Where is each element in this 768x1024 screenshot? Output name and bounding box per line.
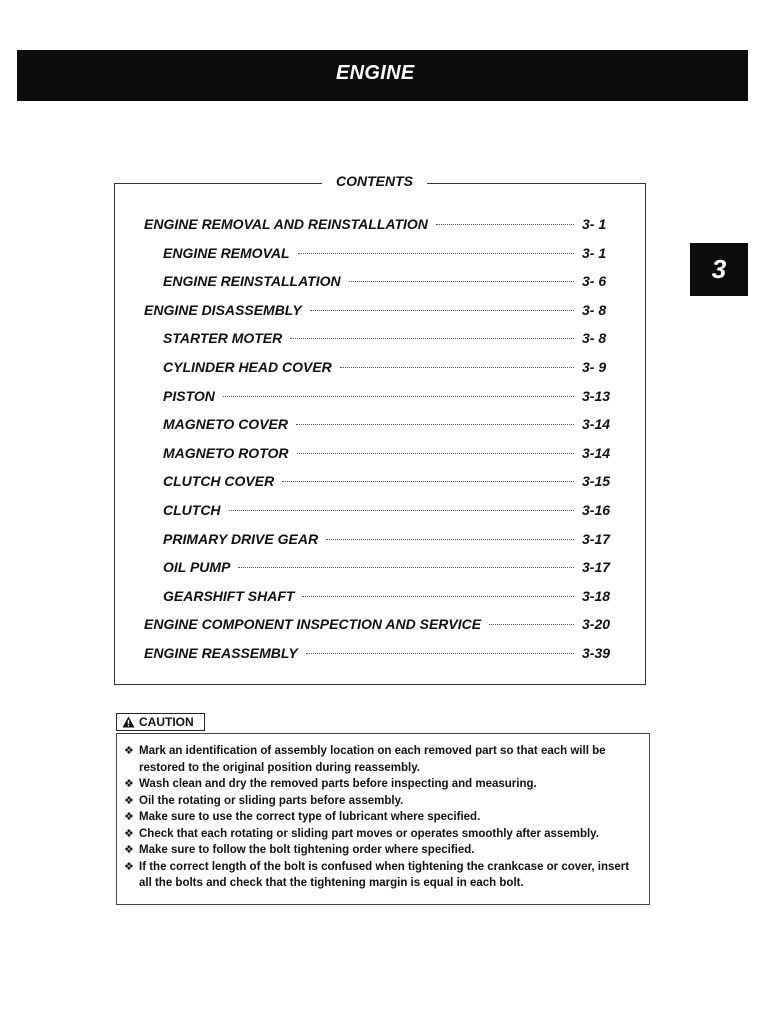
toc-entry-title: OIL PUMP	[163, 559, 231, 576]
toc-leader-dots	[326, 539, 574, 540]
diamond-bullet-icon: ❖	[124, 745, 134, 757]
toc-entry	[163, 559, 611, 576]
toc-entry	[163, 359, 608, 375]
toc-entry-page: 3- 8	[582, 301, 607, 318]
toc-entry-page: 3-39	[582, 645, 611, 661]
diamond-bullet-icon: ❖	[124, 794, 134, 807]
toc-entry	[163, 530, 611, 547]
caution-item	[124, 776, 641, 793]
toc-leader-dots	[340, 367, 574, 368]
toc-entry	[163, 502, 611, 518]
toc-entry-title: CLUTCH COVER	[163, 473, 275, 490]
caution-item-text: Make sure to follow the bolt tightening order where specified.	[139, 844, 475, 856]
toc-entry-page: 3-14	[582, 416, 611, 433]
caution-item-text: Mark an identification of assembly location on each removed part so that each will be restored to the original position during reassembly.	[139, 745, 606, 774]
caution-item	[124, 842, 641, 859]
warning-triangle-icon	[122, 716, 135, 728]
toc-leader-dots	[296, 424, 574, 425]
toc-leader-dots	[282, 481, 574, 482]
caution-item-text: Make sure to use the correct type of lubricant where specified.	[139, 811, 481, 823]
toc-entry-page: 3- 1	[582, 216, 607, 232]
toc-entry	[163, 416, 611, 433]
toc-entry-page: 3-14	[582, 444, 611, 461]
toc-entry-title: ENGINE DISASSEMBLY	[144, 301, 302, 318]
toc-entry	[163, 587, 611, 604]
toc-entry-title: ENGINE REMOVAL AND REINSTALLATION	[144, 216, 428, 232]
toc-entry-page: 3- 8	[582, 330, 607, 347]
caution-item-text: If the correct length of the bolt is confused when tightening the crankcase or cover, insert all the bolts and check that the tightening margin is equal in each bolt.	[139, 860, 630, 889]
caution-item	[124, 859, 641, 892]
toc-entry-title: MAGNETO ROTOR	[163, 444, 289, 461]
chapter-number: 3	[711, 254, 727, 284]
toc-leader-dots	[302, 596, 574, 597]
toc-entry-page: 3-15	[582, 473, 611, 490]
toc-entry	[144, 616, 611, 633]
toc-entry	[163, 387, 611, 404]
diamond-bullet-icon: ❖	[124, 827, 134, 840]
caution-item	[124, 743, 641, 776]
toc-leader-dots	[229, 510, 574, 511]
toc-entry-title: GEARSHIFT SHAFT	[163, 587, 295, 604]
toc-leader-dots	[436, 224, 574, 225]
toc-entry	[163, 444, 611, 461]
chapter-tab	[690, 243, 748, 296]
toc-leader-dots	[238, 567, 574, 568]
toc-entry-page: 3-20	[582, 616, 611, 633]
toc-leader-dots	[297, 453, 575, 454]
toc-leader-dots	[306, 653, 574, 654]
toc-leader-dots	[298, 253, 574, 254]
toc-entry	[144, 645, 611, 661]
caution-item	[124, 793, 641, 810]
toc-entry	[163, 273, 608, 289]
toc-entry-title: MAGNETO COVER	[163, 416, 288, 433]
caution-item-text: Check that each rotating or sliding part moves or operates smoothly after assembly.	[139, 827, 599, 840]
caution-box	[116, 733, 650, 905]
toc-entry-page: 3- 9	[582, 359, 607, 375]
toc-leader-dots	[290, 338, 574, 339]
toc-entry	[144, 216, 608, 232]
toc-entry-title: ENGINE COMPONENT INSPECTION AND SERVICE	[144, 616, 482, 633]
toc-entry-title: ENGINE REASSEMBLY	[144, 645, 298, 661]
toc-entry-page: 3- 6	[582, 273, 607, 290]
toc-entry-page: 3-17	[582, 559, 611, 576]
toc-leader-dots	[349, 281, 574, 282]
toc-entry-title: PRIMARY DRIVE GEAR	[163, 530, 319, 547]
contents-heading: CONTENTS	[322, 173, 427, 189]
toc-entry-title: PISTON	[163, 387, 215, 404]
toc-entry	[144, 302, 608, 318]
toc-entry-page: 3- 1	[582, 244, 607, 261]
caution-item	[124, 809, 641, 826]
diamond-bullet-icon: ❖	[124, 860, 134, 873]
toc-entry	[163, 473, 611, 490]
caution-item-text: Oil the rotating or sliding parts before assembly.	[139, 794, 404, 807]
caution-label	[116, 713, 205, 731]
toc-entry-page: 3-16	[582, 502, 611, 518]
toc-entry-title: CLUTCH	[163, 502, 221, 518]
diamond-bullet-icon: ❖	[124, 811, 134, 823]
caution-item-text: Wash clean and dry the removed parts before inspecting and measuring.	[139, 778, 537, 790]
toc-entry-title: ENGINE REMOVAL	[163, 244, 290, 261]
toc-leader-dots	[310, 310, 574, 311]
toc-entry-title: ENGINE REINSTALLATION	[163, 273, 341, 290]
toc-entry-page: 3-13	[582, 387, 611, 404]
diamond-bullet-icon: ❖	[124, 844, 134, 856]
toc-leader-dots	[223, 396, 574, 397]
caution-label-text: CAUTION	[139, 715, 194, 729]
toc-entry-title: STARTER MOTER	[163, 330, 283, 347]
caution-item	[124, 826, 641, 843]
toc-leader-dots	[489, 624, 574, 625]
toc-entry-title: CYLINDER HEAD COVER	[163, 359, 332, 375]
toc-entry-page: 3-18	[582, 587, 611, 604]
toc-entry	[163, 330, 608, 346]
toc-entry	[163, 245, 608, 261]
diamond-bullet-icon: ❖	[124, 778, 134, 790]
page-title: ENGINE	[336, 62, 415, 84]
toc-entry-page: 3-17	[582, 530, 611, 547]
